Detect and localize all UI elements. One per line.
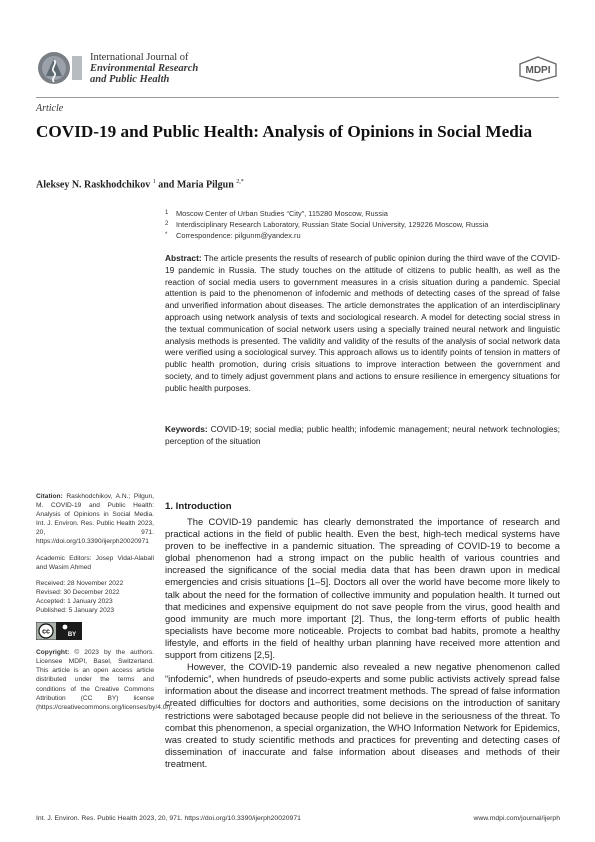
keywords-text: COVID-19; social media; public health; infodemic management; neural network technologies; perception of the situation xyxy=(165,424,560,446)
section-heading: 1. Introduction xyxy=(165,501,232,512)
journal-name-line1: International Journal of xyxy=(90,52,189,63)
by-label: BY xyxy=(67,632,77,639)
affiliation-number: 2 xyxy=(165,221,169,227)
accepted-date: Accepted: 1 January 2023 xyxy=(36,597,113,605)
affiliation-item xyxy=(165,230,565,241)
author-affiliation-marker: 2,* xyxy=(236,179,244,185)
header-divider xyxy=(36,97,559,98)
cc-label: cc xyxy=(42,628,50,636)
body-paragraph: The COVID-19 pandemic has clearly demonstrated the importance of research and practical actions in the field of public health. Even the best, high-tech medical systems have proven to be ineffective in a pandemic situation. The spreading of COVID-19 to become a global phenomenon had a strong impact on the public health of various countries and increased the significance of the social media data that has been drawn upon in medical emergencies and crisis situations [1–5]. Doctors all over the world have become more likely to talk about the need for the formation of collective immunity and population health. It turned out that medicines and expensive equipment do not save people from the virus, good health and good immunity are much more important [2]. Thus, the long-term efforts of public health specialists have become more noticeable. Projects to combat bad habits, promote a healthy lifestyle, and efforts in the field of healthy urban planning have received more attention and support from citizens [2,5]. xyxy=(165,516,560,661)
citation-text[interactable]: Raskhodchikov, A.N.; Pilgun, M. COVID-19 and Public Health: Analysis of Opinions in Social Media. Int. J. Environ. Res. Public Health 2023, 20, 971. https://doi.org/10.3390/ijerph20020971 xyxy=(36,493,154,546)
journal-name xyxy=(90,52,198,85)
received-date: Received: 28 November 2022 xyxy=(36,579,124,587)
keywords xyxy=(165,424,560,448)
citation-block xyxy=(36,492,154,547)
article-info-sidebar xyxy=(36,492,173,719)
publication-dates xyxy=(36,579,154,615)
affiliation-item xyxy=(165,208,565,219)
journal-logo-icon xyxy=(36,50,84,86)
body-paragraph: However, the COVID-19 pandemic also revealed a new negative phenomenon called “infodemic”, when hundreds of pseudo-experts and some public activists actively spread false information about the disease and incorrect treatment methods. The spread of false information created difficulties for doctors and authorities, some decisions on the introduction of sanitary restrictions were sabotaged because people did not believe in the seriousness of the threat. To combat this phenomenon, a special organization, the WHO Information Network for Epidemics, was created to study scientific methods and practices for preventing and detecting cases of dissemination of inaccurate and false information about diseases and methods of their treatment. xyxy=(165,661,560,769)
abstract xyxy=(165,253,560,395)
footer-citation[interactable]: Int. J. Environ. Res. Public Health 2023, 20, 971. https://doi.org/10.3390/ijerph20020971 xyxy=(36,815,301,822)
author-joiner: and xyxy=(155,179,177,191)
author-affiliation-marker: 1 xyxy=(152,179,156,185)
mdpi-logo-icon xyxy=(516,56,560,82)
copyright-label: Copyright: xyxy=(36,649,70,657)
footer-journal-url[interactable]: www.mdpi.com/journal/ijerph xyxy=(473,815,560,822)
affiliation-item xyxy=(165,219,565,230)
journal-name-line3: and Public Health xyxy=(90,74,170,85)
abstract-text: The article presents the results of research of public opinion during the third wave of the COVID-19 pandemic in Russia. The study touches on the attitude of citizens to public health, as well as the reaction of social media users to government measures in a crisis situation during a pandemic. Special attention is paid to the phenomenon of infodemic and methods of detecting cases of the spread of false and unverified information about diseases. The article demonstrates the application of an interdisciplinary approach using network analysis of texts and sociological research. A model for detecting social stress in the textual communication of social network users using a specially trained neural network and linguistic analysis methods is presented. The validity and validity of the results of the analysis of social network data were verified using a sociological survey. This approach allows us to identify points of tension in matters of public health promotion, during crisis situations to improve interaction between the government and society, and to timely adjust government plans and actions to ensure resilience in emergency situations for public health purposes. xyxy=(165,253,560,393)
copyright-text: © 2023 by the authors. Licensee MDPI, Basel, Switzerland. This article is an open access article distributed under the terms and conditions of the Creative Commons Attribution (CC BY) license (https://creativecommons.org/licenses/by/4.0/). xyxy=(36,649,173,711)
section-body xyxy=(165,516,560,770)
affiliations xyxy=(165,208,565,241)
affiliation-number: 1 xyxy=(165,210,169,216)
mdpi-logo-text: MDPI xyxy=(525,65,551,76)
author-name: Maria Pilgun xyxy=(176,179,234,191)
journal-name-line2: Environmental Research xyxy=(90,63,199,74)
affiliation-number: * xyxy=(165,232,168,238)
abstract-label: Abstract: xyxy=(165,253,202,263)
author-list xyxy=(36,179,244,190)
published-date: Published: 5 January 2023 xyxy=(36,607,115,615)
cc-by-license-icon[interactable] xyxy=(36,622,82,640)
academic-editors: Academic Editors: Josep Vidal-Alaball and Wasim Ahmed xyxy=(36,554,154,571)
keywords-label: Keywords: xyxy=(165,424,208,434)
affiliation-text: Interdisciplinary Research Laboratory, Russian State Social University, 129226 Moscow, Russia xyxy=(176,220,489,229)
citation-label: Citation: xyxy=(36,493,63,500)
affiliation-text: Moscow Center of Urban Studies “City”, 115280 Moscow, Russia xyxy=(176,209,388,218)
article-title: COVID-19 and Public Health: Analysis of Opinions in Social Media xyxy=(36,122,533,141)
correspondence-email[interactable]: Correspondence: pilgunm@yandex.ru xyxy=(176,231,301,240)
copyright-block xyxy=(36,648,173,712)
article-type: Article xyxy=(36,103,64,114)
revised-date: Revised: 30 December 2022 xyxy=(36,588,120,596)
author-name: Aleksey N. Raskhodchikov xyxy=(36,179,151,191)
